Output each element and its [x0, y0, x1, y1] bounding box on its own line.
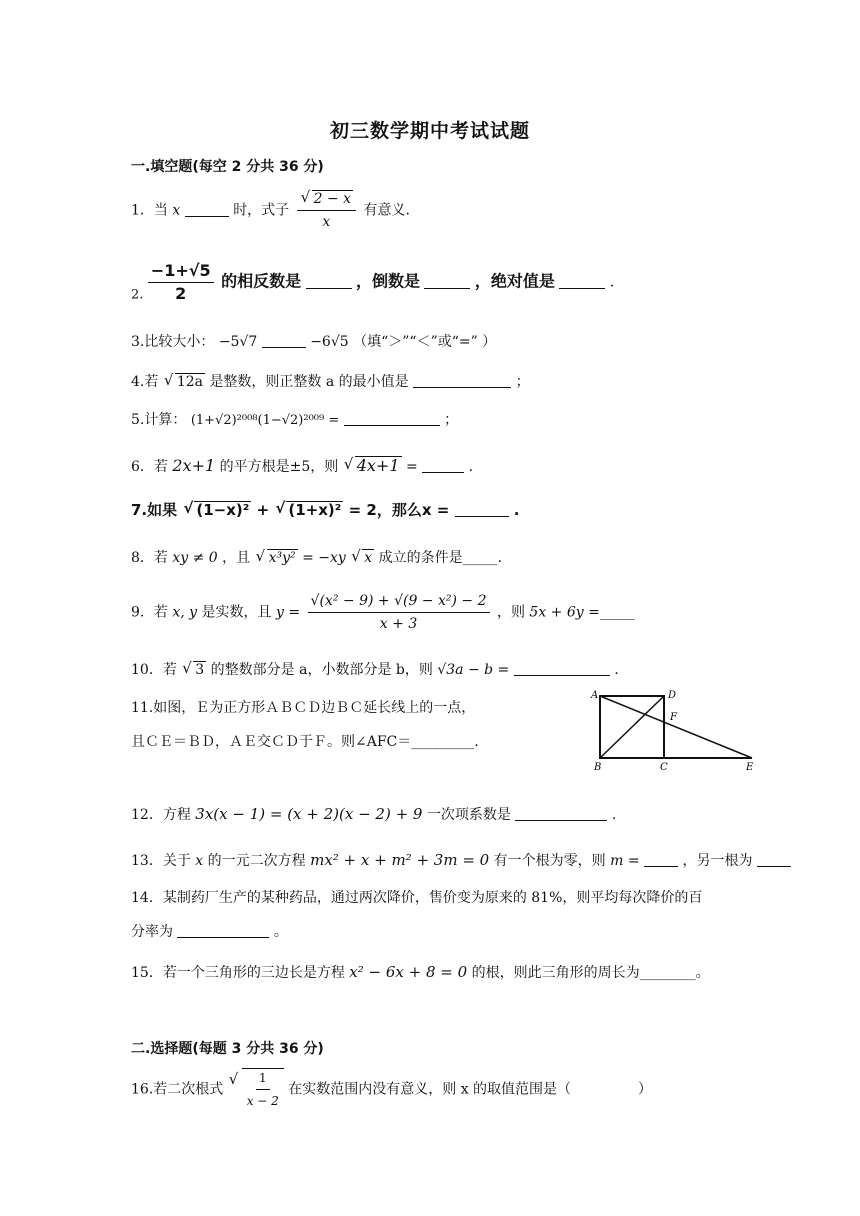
answer-blank[interactable]	[344, 411, 440, 426]
label-b: B	[594, 762, 602, 773]
question-2: 2. $\frac{-1+√5}{2}$ 的相反数是 ，倒数是 ，绝对值是 .	[131, 261, 615, 303]
question-5: 5.计算： (1+√2)²⁰⁰⁸(1−√2)²⁰⁰⁹ = ；	[131, 412, 459, 428]
question-1: 1．当 x 时，式子 √ $\frac{2 - x}{x}$ 有意义.	[131, 190, 410, 231]
label-f: F	[670, 712, 677, 723]
question-16: 16.若二次根式 √ $\frac{1}{x - 2}$ 在实数范围内没有意义，则 x 的取值范围是（ ）	[131, 1068, 652, 1110]
question-10: 10．若 √ 3 的整数部分是 a，小数部分是 b，则 √3a − b = .	[131, 660, 619, 680]
question-13: 13．关于 x 的一元二次方程 mx² + x + m² + 3m = 0 有一个根为零，则 m = ，另一根为	[131, 850, 791, 871]
fraction: $\frac{-1+√5}{2}$	[148, 262, 214, 303]
section-fill-in-heading: 一.填空题(每空 2 分共 36 分)	[131, 159, 324, 175]
label-a: A	[591, 690, 599, 701]
question-11-line-1: 11.如图，Ｅ为正方形ＡＢＣＤ边ＢＣ延长线上的一点，	[131, 700, 476, 716]
answer-blank[interactable]	[559, 274, 605, 289]
answer-blank[interactable]	[515, 806, 607, 821]
answer-blank[interactable]	[424, 274, 470, 289]
question-14-line-2: 分率为 。	[131, 924, 288, 940]
question-15: 15．若一个三角形的三边长是方程 x² − 6x + 8 = 0 的根，则此三角形的周长为________。	[131, 963, 710, 981]
answer-blank[interactable]	[644, 852, 678, 867]
label-c: C	[660, 762, 668, 773]
fraction: √ $\frac{1}{x - 2}$	[246, 1071, 279, 1108]
square-geometry-figure	[588, 686, 760, 776]
question-14-line-1: 14．某制药厂生产的某种药品，通过两次降价，售价变为原来的 81%，则平均每次降价的百	[131, 890, 703, 906]
page-title: 初三数学期中考试试题	[329, 120, 530, 142]
question-12: 12．方程 3x(x − 1) = (x + 2)(x − 2) + 9 一次项系数是 .	[131, 805, 617, 823]
section-choice-heading: 二.选择题(每题 3 分共 36 分)	[131, 1041, 324, 1057]
label-e: E	[746, 762, 754, 773]
question-7: 7.如果 √ (1−x)² + √ (1+x)² = 2，那么x = .	[131, 500, 519, 520]
answer-blank[interactable]	[514, 661, 610, 676]
answer-blank[interactable]	[177, 923, 269, 938]
answer-blank[interactable]	[262, 333, 306, 348]
answer-blank[interactable]	[413, 373, 511, 388]
question-6: 6．若 2x+1 的平方根是±5，则 √ 4x+1 = .	[131, 456, 473, 477]
answer-blank[interactable]	[306, 274, 352, 289]
answer-blank[interactable]	[455, 502, 509, 517]
question-4: 4.若 √ 12a 是整数，则正整数 a 的最小值是 ；	[131, 372, 530, 392]
question-8: 8．若 xy ≠ 0 ，且 √ x³y² = −xy √ x 成立的条件是_____.	[131, 548, 502, 568]
question-9: 9．若 x, y 是实数，且 y = $\frac{\text{√(x² − 9) + √(9 − x²) − 2}}{x + 3}$ ，则 5x + 6y =_____	[131, 593, 635, 632]
answer-blank[interactable]	[185, 202, 229, 217]
label-d: D	[668, 690, 677, 701]
question-3: 3.比较大小： −5√7 −6√5 （填“＞”“＜”或“=” ）	[131, 334, 497, 350]
fraction: $\frac{\text{√(x² − 9) + √(9 − x²) − 2}}{x + 3}$	[308, 592, 490, 633]
answer-blank[interactable]	[422, 458, 464, 473]
answer-blank[interactable]	[757, 852, 791, 867]
question-11-line-2: 且ＣＥ＝ＢＤ，ＡＥ交ＣＤ于Ｆ。则∠AFC＝_________.	[131, 734, 479, 750]
fraction: √ $\frac{2 - x}{x}$	[297, 190, 356, 231]
